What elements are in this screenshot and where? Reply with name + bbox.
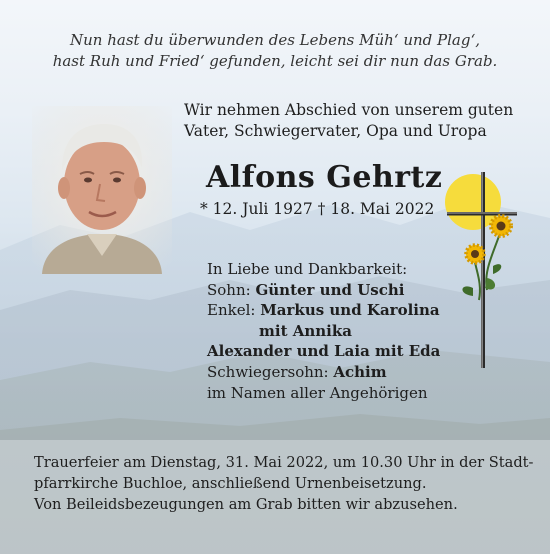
verse-line-1: Nun hast du überwunden des Lebens Müh‘ und Plag‘, [70, 31, 480, 49]
family-heading: In Liebe und Dankbarkeit: [207, 260, 408, 278]
son-label: Sohn: [207, 280, 256, 299]
sunflower-icon [491, 216, 511, 236]
deceased-name: Alfons Gehrtz [206, 160, 443, 195]
grandchildren-label: Enkel: [207, 301, 261, 320]
service-line-1: Trauerfeier am Dienstag, 31. Mai 2022, um 10.30 Uhr in der Stadt- [34, 454, 534, 471]
soninlaw-name: Achim [333, 362, 387, 381]
portrait-photo [32, 106, 172, 274]
grandchildren-names-3: Alexander und Laia mit Eda [207, 342, 441, 361]
life-dates: * 12. Juli 1927 † 18. Mai 2022 [200, 200, 435, 218]
verse-line-2: hast Ruh und Fried‘ gefunden, leicht sei dir nun das Grab. [52, 52, 498, 70]
cross-with-sunflowers-icon [443, 170, 523, 370]
farewell-intro [184, 100, 513, 142]
funeral-service-info [34, 452, 534, 494]
sunflower-icon [466, 245, 484, 263]
memorial-verse [0, 30, 550, 72]
son-names: Günter und Uschi [255, 280, 405, 299]
intro-line-2: Vater, Schwiegervater, Opa und Uropa [184, 122, 487, 140]
condolence-note: Von Beileidsbezeugungen am Grab bitten wir abzusehen. [34, 496, 458, 513]
family-closing: im Namen aller Angehörigen [207, 383, 428, 402]
service-line-2: pfarrkirche Buchloe, anschließend Urnenbeisetzung. [34, 475, 427, 492]
grandchildren-names: Markus und Karolina [260, 301, 440, 320]
family-list [207, 259, 440, 403]
soninlaw-label: Schwiegersohn: [207, 362, 334, 381]
intro-line-1: Wir nehmen Abschied von unserem guten [184, 101, 514, 119]
grandchildren-names-2: mit Annika [259, 321, 352, 340]
